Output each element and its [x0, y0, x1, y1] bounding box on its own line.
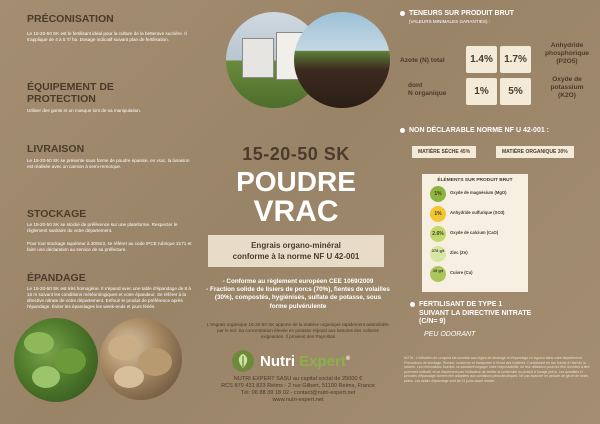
elements-box	[422, 174, 528, 292]
element-value-badge: 2.6%	[430, 226, 446, 242]
element-name: Oxyde de magnésium (MgO)	[450, 190, 507, 195]
element-value-badge: 1%	[430, 206, 446, 222]
anhydride-label-3: (P2O5)	[556, 58, 578, 65]
livraison-title: LIVRAISON	[27, 143, 85, 155]
bullet-regulation: - Conforme au règlement européen CEE 1069/2009	[222, 278, 374, 285]
livraison-text: Le 15-20-50 SK se présente sous forme de poudre épaisse, en vrac, la livraison est réalisée avec un camion à semi-remorque.	[27, 158, 190, 169]
potassium-value: 5%	[500, 78, 531, 105]
brand-name	[260, 353, 350, 370]
organique-value: 1%	[466, 78, 497, 105]
potassium-label	[536, 76, 598, 100]
element-name: Cuivre (Cu)	[450, 270, 473, 275]
anhydride-value: 1.7%	[500, 46, 531, 73]
element-name: Oxyde de calcium (CaO)	[450, 230, 499, 235]
non-declarable-title	[400, 127, 549, 135]
potassium-label-2: potassium	[550, 84, 584, 91]
element-row	[426, 206, 526, 224]
disclaimer-text: NOTA : L'utilisation de compost est soumise aux règles de stockage et d'épandage en vigueur dans votre département. Précautions de stockage. Stocker, conserver et transporter à l'écart des matières. Conditionné en tas, bâché à l'abri de la lumière. Les informations fournies ne sauraient engager notre responsabilité, de leur utilisation pourront être données à titre purement indicatif, et ne dispensent pas l'utilisateur de vérifier la conformité du produit à l'usage prévu. Les quantités et périodes d'épandage doivent être adaptées aux conditions pédoclimatiques. Ne pas épandre en période de gel et de fortes pluies. Les délais d'épandage sont de 21 jours avant récolte.	[404, 356, 590, 383]
matiere-seche-label: MATIÈRE SÈCHE	[418, 149, 459, 155]
matiere-organique-value: 30%	[557, 149, 568, 155]
product-note: L'engrais organique 15-20-50 SK apporte de la matière organique rapidement assimilable par le sol. Sa concentration élevée en potasse répond aux besoins des cultures exigeantes. Il provient des Pays-Bas	[207, 322, 389, 339]
equipement-text: Utiliser des gants et un masque lors de sa manipulation.	[27, 108, 142, 113]
organique-label	[408, 82, 446, 98]
leaf-icon	[232, 350, 254, 372]
company-contact	[204, 376, 392, 404]
product-delivery: VRAC	[253, 195, 339, 228]
anhydride-label-1: Anhydride	[550, 42, 584, 49]
teneurs-title	[400, 10, 514, 18]
registered-mark: ®	[345, 356, 351, 362]
preconisation-text: Le 15-20-50 SK est le fertilisant idéal pour la culture de la betterave sucrière. Il s'applique de 4 à 5 T/ ha. Dosage indicatif suivant plan de fertilisation.	[27, 31, 187, 42]
element-row	[426, 266, 526, 284]
elements-title: ÉLÉMENTS SUR PRODUIT BRUT	[437, 178, 513, 183]
organique-label-2: N organique	[408, 90, 447, 97]
element-row	[426, 226, 526, 244]
left-column	[0, 0, 196, 424]
contact-phone-email: Tél: 06 88 39 18 02 - contact@nutri-expert.net	[240, 390, 356, 396]
ribbon-line2: conforme à la norme NF U 42-001	[232, 252, 360, 261]
potassium-label-3: (K2O)	[558, 92, 576, 99]
organique-label-1: dont	[408, 82, 423, 89]
stockage-text-2: Pour tout stockage supérieur à 300m3, se référer au code IPCE rubrique 2171 et faire une déclaration au service de sa préfecture.	[27, 241, 192, 252]
preconisation-title: PRÉCONISATION	[27, 13, 114, 25]
product-code: 15-20-50 SK	[242, 144, 350, 164]
equipement-title-line1: ÉQUIPEMENT DE	[27, 81, 114, 93]
epandage-text: Le 15-20-50 SK est très homogène. Il s'épand avec une table d'épandage de 8 à 16 m suivant les conditions météorologiques et votre épandeur. Se référer à la directive nitrate de votre département. Enfouir le produit de préférence après l'épandage. Éviter les épandages les week-ends et jours fériés.	[27, 286, 191, 309]
fertilisant-line3: (C/N= 9)	[419, 318, 446, 325]
ribbon-line1: Engrais organo-minéral	[251, 241, 341, 250]
matiere-organique-chip	[496, 146, 574, 158]
potassium-label-1: Oxyde de	[552, 76, 582, 83]
fertilisant-line1: FERTILISANT DE TYPE 1	[419, 301, 503, 308]
azote-label: Azote (N) total	[400, 57, 445, 64]
bullet-dot-icon	[400, 128, 405, 133]
fertilisant-line2: SUIVANT LA DIRECTIVE NITRATE	[419, 309, 532, 317]
center-column	[196, 0, 396, 424]
anhydride-label-2: phosphorique	[545, 50, 589, 57]
teneurs-subtitle: (VALEURS MINIMALES GARANTIES) :	[409, 19, 491, 24]
element-value-badge: 378 g/t	[430, 246, 446, 262]
teneurs-title-text: TENEURS SUR PRODUIT BRUT	[409, 10, 515, 17]
contact-address: RCS 879 431 823 Reims - 2 rue Gilbert, 51100 Reims, France	[221, 383, 375, 389]
non-declarable-text: NON DÉCLARABLE NORME NF U 42-001 :	[409, 127, 550, 134]
element-name: Anhydride sulfurique (SO3)	[450, 210, 505, 215]
potatoes-photo	[100, 318, 182, 400]
brand-word-2: Expert	[299, 353, 346, 370]
contact-website[interactable]: www.nutri-expert.net	[272, 397, 324, 403]
bullet-dot-icon	[400, 11, 405, 16]
element-value-badge: 1%	[430, 186, 446, 202]
matiere-seche-chip	[412, 146, 476, 158]
element-row	[426, 186, 526, 204]
right-column	[396, 0, 600, 424]
brand-word-1: Nutri	[260, 353, 300, 370]
matiere-organique-label: MATIÈRE ORGANIQUE	[502, 149, 557, 155]
norm-ribbon	[208, 235, 384, 267]
odor-label: PEU ODORANT	[424, 331, 476, 338]
fertilisant-title	[410, 301, 590, 327]
matiere-seche-value: 45%	[460, 149, 471, 155]
element-name: Zinc (Zn)	[450, 250, 468, 255]
equipement-title-line2: PROTECTION	[27, 93, 96, 105]
contact-company: NUTRI EXPERT SASU au capital social de 25000 €	[233, 376, 363, 382]
bullet-composition: - Fraction solide de lisiers de porcs (70%), fientes de volailles (30%), compostés, hygiénisés, sulfate de potasse, sous forme pulvérulente	[206, 286, 390, 310]
epandage-title: ÉPANDAGE	[27, 272, 86, 284]
brand-logo	[226, 350, 376, 372]
azote-value: 1.4%	[466, 46, 497, 73]
bullet-dot-icon	[410, 302, 415, 307]
composition-bullets	[206, 278, 390, 311]
anhydride-label	[536, 42, 598, 66]
product-form: POUDRE	[236, 166, 356, 197]
leaves-photo	[14, 318, 98, 402]
element-row	[426, 246, 526, 264]
stockage-text-1: Le 15-20-50 SK se stocke de préférence sur une plateforme. Respecter le règlement sanitaire du votre département.	[27, 222, 178, 233]
stockage-title: STOCKAGE	[27, 208, 87, 220]
element-value-badge: 45 g/t	[430, 266, 446, 282]
compost-photo	[294, 12, 390, 108]
